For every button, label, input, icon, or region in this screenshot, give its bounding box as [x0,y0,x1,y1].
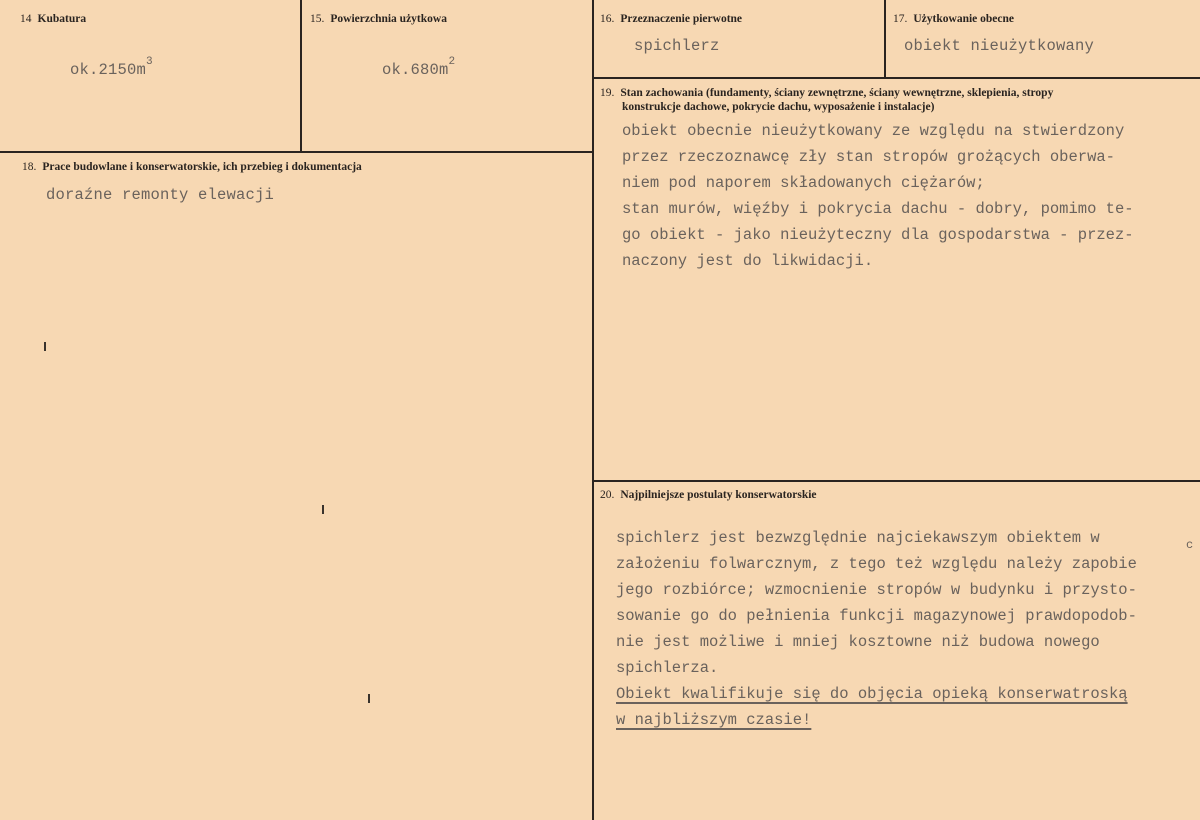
text-line: naczony jest do likwidacji. [622,252,874,270]
divider-16-17 [884,0,886,78]
text-line: obiekt obecnie nieużytkowany ze względu na stwierdzony [622,122,1125,140]
correction-mark: c [1186,538,1194,552]
field-15-label: 15. Powierzchnia użytkowa [310,13,447,25]
divider-left-right [592,0,594,820]
text-line: sowanie go do pełnienia funkcji magazynowej prawdopodob- [616,607,1137,625]
field-20-text [616,525,1137,733]
field-17-value: obiekt nieużytkowany [904,37,1095,55]
text-line: go obiekt - jako nieużyteczny dla gospodarstwa - przez- [622,226,1134,244]
text-line: jego rozbiórce; wzmocnienie stropów w budynku i przysto- [616,581,1137,599]
field-18-label: 18. Prace budowlane i konserwatorskie, ich przebieg i dokumentacja [22,161,362,173]
field-17-label: 17. Użytkowanie obecne [893,13,1014,25]
superscript-2: 2 [448,56,456,68]
underlined-line: w najbliższym czasie! [616,711,812,729]
text-line: przez rzeczoznawcę zły stan stropów grożących oberwa- [622,148,1115,166]
text-line: założeniu folwarcznym, z tego też względu należy zapobie [616,555,1137,573]
text-line: spichlerza. [616,659,719,677]
text-line: niem pod naporem składowanych ciężarów; [622,174,985,192]
field-16-value: spichlerz [634,37,720,55]
field-20-label: 20. Najpilniejsze postulaty konserwatorskie [600,489,817,501]
field-19-label: 19. Stan zachowania (fundamenty, ściany zewnętrzne, ściany wewnętrzne, sklepienia, stropy [600,87,1054,99]
text-line: spichlerz jest bezwzględnie najciekawszym obiektem w [616,529,1100,547]
superscript-3: 3 [146,56,153,68]
field-14-label: 14 Kubatura [20,13,87,25]
field-18-value: doraźne remonty elewacji [46,186,275,204]
field-16-label: 16. Przeznaczenie pierwotne [600,13,743,25]
divider-19-20 [592,480,1200,482]
paper-speck [368,694,370,703]
field-19-label-line2: konstrukcje dachowe, pokrycie dachu, wyposażenie i instalacje) [622,101,935,113]
paper-speck [322,505,324,514]
text-line: stan murów, więźby i pokrycia dachu - dobry, pomimo te- [622,200,1134,218]
text-line: nie jest możliwe i mniej kosztowne niż budowa nowego [616,633,1100,651]
field-15-value: $ok.680m^2$ [382,56,456,79]
field-14-value: $ok.2150m^3$ [70,56,153,79]
paper-speck [44,342,46,351]
field-19-text [622,118,1134,274]
divider-row-top-right [592,77,1200,79]
divider-14-18 [0,151,594,153]
underlined-line: Obiekt kwalifikuje się do objęcia opieką konserwatroską [616,685,1128,703]
divider-14-15 [300,0,302,152]
